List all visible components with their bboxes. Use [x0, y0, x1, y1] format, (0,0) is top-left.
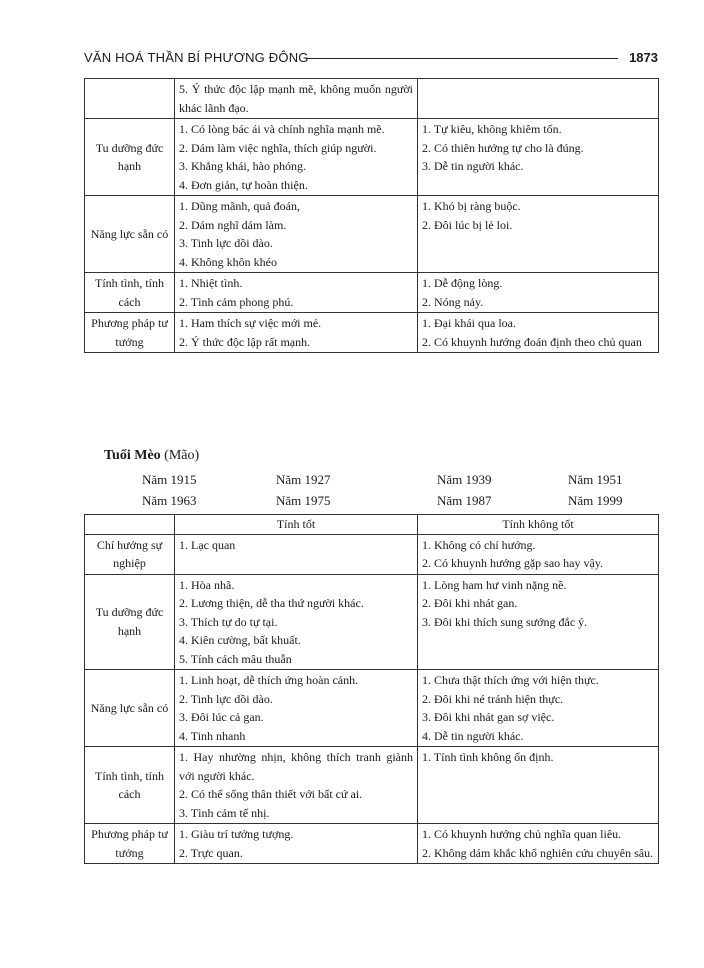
year-label: Năm 1975: [276, 493, 331, 508]
year-label: Năm 1963: [142, 493, 197, 508]
page-header: [84, 48, 658, 70]
trait-item: 2. Trực quan.: [179, 845, 243, 860]
bad-traits-cell: [418, 670, 659, 747]
bad-traits-cell: [418, 534, 659, 574]
trait-item: 5. Tính cách mâu thuẫn: [179, 651, 292, 666]
trait-item: 1. Hay nhường nhịn, không thích tranh giành với người khác.: [179, 750, 413, 783]
category-cell: Phương pháp tư tưởng: [85, 824, 175, 864]
bad-traits-cell: [418, 747, 659, 824]
section-title: [104, 448, 199, 464]
year-label: Năm 1927: [276, 472, 331, 487]
trait-item: 2. Có thiên hướng tự cho là đúng.: [422, 140, 584, 155]
table-row: [85, 534, 659, 574]
section-title-bold: Tuổi Mèo: [104, 448, 161, 463]
table-row: [85, 196, 659, 273]
trait-item: 5. Ý thức độc lập mạnh mẽ, không muốn người khác lãnh đạo.: [179, 82, 413, 115]
category-cell: Phương pháp tư tưởng: [85, 313, 175, 353]
bad-traits-cell: [418, 574, 659, 670]
year-label: Năm 1999: [568, 493, 623, 508]
trait-item: 2. Có khuynh hướng gặp sao hay vậy.: [422, 556, 604, 570]
table-row: [85, 574, 659, 670]
trait-item: 2. Dám nghĩ dám làm.: [179, 217, 287, 232]
good-traits-cell: [175, 79, 418, 119]
good-traits-cell: [175, 313, 418, 353]
header-rule: [306, 58, 618, 59]
good-traits-cell: [175, 119, 418, 196]
trait-item: 2. Ý thức độc lập rất mạnh.: [179, 334, 311, 349]
year-label: Năm 1939: [437, 472, 492, 487]
page-number: 1873: [629, 50, 658, 65]
running-title: VĂN HOÁ THẦN BÍ PHƯƠNG ĐÔNG: [84, 50, 309, 65]
bad-traits-cell: [418, 79, 659, 119]
trait-item: 1. Nhiệt tình.: [179, 276, 243, 290]
category-cell: Năng lực sẵn có: [85, 670, 175, 747]
table-row: [85, 79, 659, 119]
trait-item: 1. Ham thích sự việc mới mẻ.: [179, 316, 322, 330]
trait-item: 1. Hòa nhã.: [179, 577, 235, 592]
table-row: [85, 313, 659, 353]
trait-item: 2. Có thể sống thân thiết với bất cứ ai.: [179, 787, 363, 801]
trait-item: 3. Tình cảm tế nhị.: [179, 805, 270, 820]
good-traits-cell: [175, 196, 418, 273]
trait-item: 2. Không dám khắc khổ nghiên cứu chuyên sâu.: [422, 845, 654, 860]
category-cell: Tu dưỡng đức hạnh: [85, 119, 175, 196]
trait-item: 4. Tinh nhanh: [179, 728, 246, 743]
bad-traits-cell: [418, 313, 659, 353]
bad-traits-cell: [418, 119, 659, 196]
category-cell: Chí hướng sự nghiệp: [85, 534, 175, 574]
trait-item: 2. Đôi khi né tránh hiện thực.: [422, 691, 564, 706]
trait-item: 4. Kiên cường, bất khuất.: [179, 633, 301, 647]
table-row: [85, 747, 659, 824]
trait-item: 1. Đại khái qua loa.: [422, 316, 516, 330]
trait-item: 1. Dũng mãnh, quả đoán,: [179, 199, 300, 213]
table-header-row: [85, 515, 659, 535]
trait-item: 2. Dám làm việc nghĩa, thích giúp người.: [179, 140, 377, 155]
trait-item: 1. Tính tình không ổn định.: [422, 750, 554, 764]
header-cell: Tính không tốt: [418, 515, 659, 535]
table-row: [85, 273, 659, 313]
bad-traits-cell: [418, 196, 659, 273]
good-traits-cell: [175, 574, 418, 670]
trait-item: 3. Tinh lực dồi dào.: [179, 236, 273, 250]
header-cell: [85, 515, 175, 535]
trait-item: 2. Có khuynh hướng đoán định theo chủ quan: [422, 334, 642, 349]
traits-table-cat: [84, 514, 659, 864]
trait-item: 1. Lạc quan: [179, 537, 236, 552]
good-traits-cell: [175, 273, 418, 313]
trait-item: 2. Tinh lực dồi dào.: [179, 691, 273, 706]
table-row: [85, 824, 659, 864]
trait-item: 1. Linh hoạt, dễ thích ứng hoàn cảnh.: [179, 673, 359, 687]
year-label: Năm 1915: [142, 472, 197, 487]
trait-item: 1. Giàu trí tưởng tượng.: [179, 827, 294, 841]
trait-item: 3. Thích tự do tự tại.: [179, 614, 278, 629]
trait-item: 1. Không có chí hướng.: [422, 537, 536, 552]
bad-traits-cell: [418, 824, 659, 864]
category-cell: Tu dưỡng đức hạnh: [85, 574, 175, 670]
category-cell: Tính tình, tính cách: [85, 273, 175, 313]
trait-item: 1. Có lòng bác ái và chính nghĩa mạnh mẽ.: [179, 122, 385, 136]
trait-item: 4. Đơn giản, tự hoàn thiện.: [179, 177, 308, 192]
good-traits-cell: [175, 534, 418, 574]
trait-item: 2. Lương thiện, dễ tha thứ người khác.: [179, 596, 364, 610]
trait-item: 3. Đôi lúc cả gan.: [179, 710, 264, 724]
trait-item: 1. Lòng ham hư vinh nặng nề.: [422, 577, 567, 592]
good-traits-cell: [175, 747, 418, 824]
trait-item: 1. Tự kiêu, không khiêm tốn.: [422, 122, 562, 136]
trait-item: 1. Chưa thật thích ứng với hiện thực.: [422, 673, 599, 687]
traits-table-previous: [84, 78, 659, 353]
trait-item: 2. Nóng nảy.: [422, 294, 484, 309]
trait-item: 2. Đôi lúc bị lẻ loi.: [422, 217, 513, 232]
good-traits-cell: [175, 824, 418, 864]
year-label: Năm 1987: [437, 493, 492, 508]
category-cell: Tính tình, tính cách: [85, 747, 175, 824]
trait-item: 4. Dễ tin người khác.: [422, 728, 524, 743]
trait-item: 2. Tình cảm phong phú.: [179, 294, 294, 309]
table-row: [85, 119, 659, 196]
trait-item: 1. Có khuynh hướng chủ nghĩa quan liêu.: [422, 827, 622, 841]
trait-item: 3. Dễ tin người khác.: [422, 159, 524, 173]
trait-item: 3. Khẳng khái, hào phóng.: [179, 159, 306, 173]
table-row: [85, 670, 659, 747]
bad-traits-cell: [418, 273, 659, 313]
header-cell: Tính tốt: [175, 515, 418, 535]
year-label: Năm 1951: [568, 472, 623, 487]
trait-item: 1. Dễ động lòng.: [422, 276, 503, 290]
trait-item: 1. Khó bị ràng buộc.: [422, 199, 521, 213]
trait-item: 2. Đôi khi nhát gan.: [422, 596, 518, 610]
category-cell: [85, 79, 175, 119]
good-traits-cell: [175, 670, 418, 747]
trait-item: 4. Không khôn khéo: [179, 254, 277, 269]
section-title-rest: (Mão): [164, 448, 200, 463]
trait-item: 3. Đôi khi nhát gan sợ việc.: [422, 710, 555, 724]
trait-item: 3. Đôi khi thích sung sướng đắc ý.: [422, 614, 588, 629]
category-cell: Năng lực sẵn có: [85, 196, 175, 273]
